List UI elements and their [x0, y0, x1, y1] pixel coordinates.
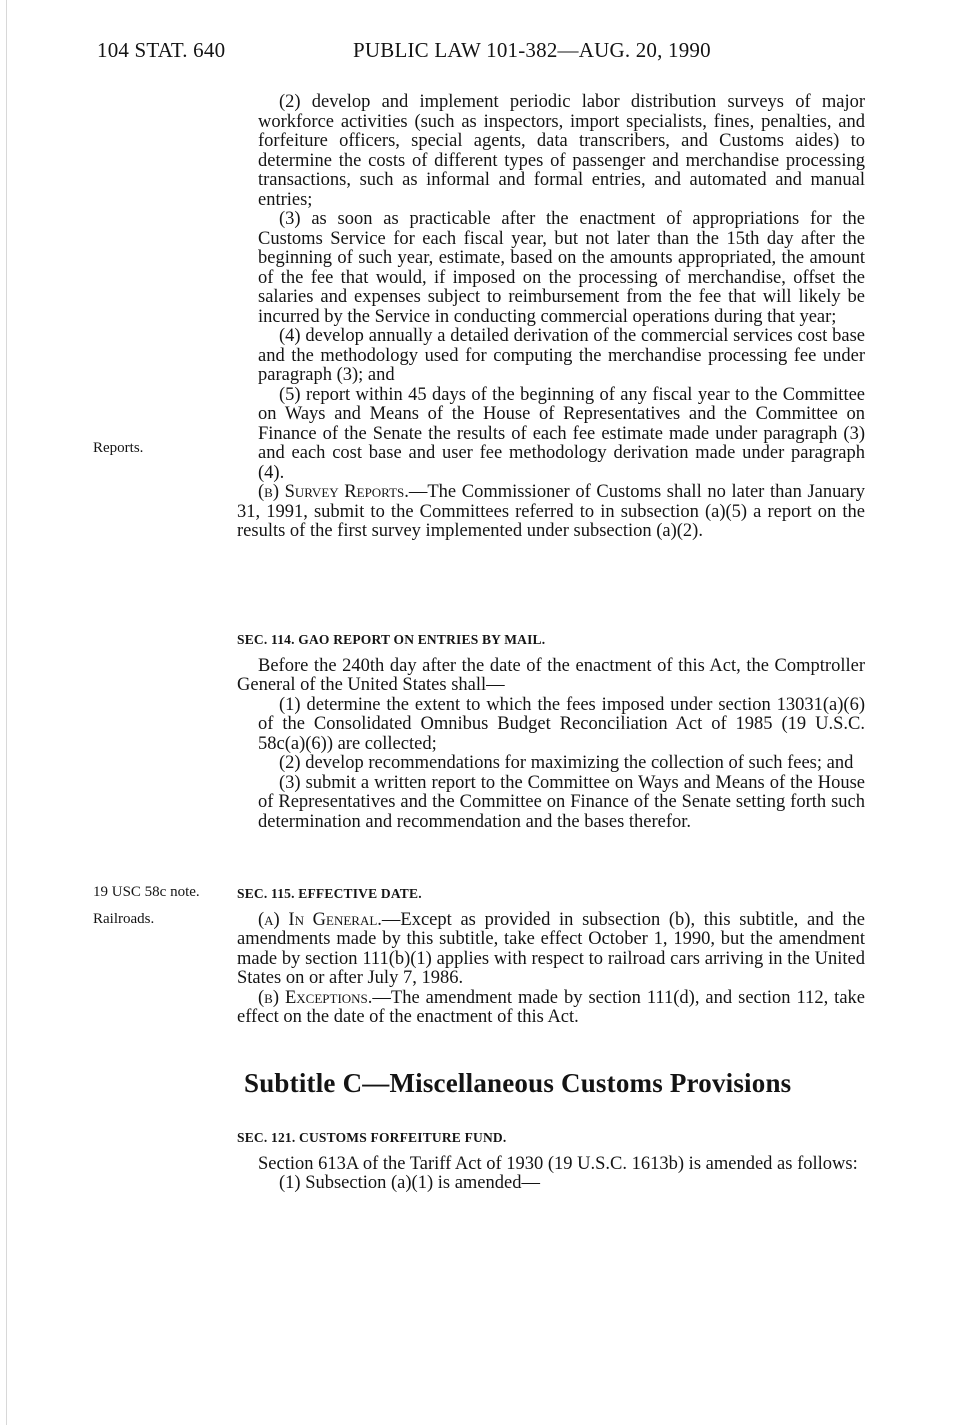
subsection-b: [237, 483, 865, 542]
section-114-intro: Before the 240th day after the date of the enactment of this Act, the Comptroller General of the United States shall—: [237, 655, 865, 695]
subsection-b-exceptions: [237, 989, 865, 1028]
scan-edge: [6, 0, 7, 1425]
section-113-continuation: [237, 93, 865, 542]
section-114-heading: SEC. 114. GAO REPORT ON ENTRIES BY MAIL.: [237, 632, 546, 647]
section-114-item: (2) develop recommendations for maximizing the collection of such fees; and: [279, 753, 854, 773]
margin-note-railroads: Railroads.: [93, 911, 155, 927]
section-114-item: (3) submit a written report to the Committee on Ways and Means of the House of Representatives and the Committee on Finance of the Senate setting forth such determination and recommendation and the bases therefor.: [258, 772, 865, 832]
subsection-a-text: —Except as provided in subsection (b), this subtitle, and the amendments made by this subtitle, take effect October 1, 1990, but the amendment made by section 111(b)(1) applies with respect to railroad cars arriving in the United States on or after July 7, 1986.: [237, 909, 866, 988]
page-reference: 104 STAT. 640: [97, 38, 226, 62]
paragraph-4: (4) develop annually a detailed derivation of the commercial services cost base and the methodology used for computing the merchandise processing fee under paragraph (3); and: [258, 326, 865, 385]
section-115-heading: SEC. 115. EFFECTIVE DATE.: [237, 886, 422, 901]
section-121: [237, 1128, 865, 1194]
paragraph-2: (2) develop and implement periodic labor distribution surveys of major workforce activities (such as inspectors, import specialists, fines, penalties, and forfeiture officers, special agents, data transcribers, and Customs aides) to determine the costs of different types of passenger and merchandise processing transactions, such as informal and formal entries, and automated and manual entries;: [258, 92, 865, 210]
subsection-a-label: (a) In General.: [258, 909, 382, 930]
margin-note-usc: 19 USC 58c note.: [93, 884, 200, 900]
subsection-b-label: (b) Survey Reports.: [258, 482, 409, 502]
paragraph-3: (3) as soon as practicable after the enactment of appropriations for the Customs Service for each fiscal year, but not later than the 15th day after the beginning of such year, estimate, based on the amounts appropriated, the amount of the fee that would, if imposed on the processing of merchandise, offset the salaries and expenses subject to reimbursement from the fee that will likely be incurred by the Service in conducting commercial operations during that year;: [258, 209, 865, 327]
subtitle-heading: Subtitle C—Miscellaneous Customs Provisions: [244, 1068, 792, 1098]
exceptions-text: —The amendment made by section 111(d), and section 112, take effect on the date of the enactment of this Act.: [237, 987, 865, 1027]
page-title: PUBLIC LAW 101-382—AUG. 20, 1990: [353, 38, 711, 62]
section-115: [237, 884, 865, 1028]
section-121-item-1: (1) Subsection (a)(1) is amended—: [279, 1173, 540, 1193]
section-114: [237, 630, 865, 832]
paragraph-5: (5) report within 45 days of the beginning of any fiscal year to the Committee on Ways and Means of the House of Representatives and the Committee on Finance of the Senate the results of each fee estimate made under paragraph (3) and each cost base and user fee methodology derivation made under paragraph (4).: [258, 384, 865, 483]
section-121-heading: SEC. 121. CUSTOMS FORFEITURE FUND.: [237, 1130, 507, 1145]
margin-note-reports: Reports.: [93, 440, 144, 456]
subsection-a: [237, 911, 865, 989]
section-114-item: (1) determine the extent to which the fees imposed under section 13031(a)(6) of the Consolidated Omnibus Budget Reconciliation Act of 1985 (19 U.S.C. 58c(a)(6)) are collected;: [258, 694, 865, 754]
section-121-intro: Section 613A of the Tariff Act of 1930 (19 U.S.C. 1613b) is amended as follows:: [258, 1153, 858, 1174]
exceptions-label: (b) Exceptions.: [258, 987, 373, 1008]
subsection-b-text: —The Commissioner of Customs shall no later than January 31, 1991, submit to the Committees referred to in subsection (a)(5) a report on the results of the first survey implemented under subsection (a)(2).: [237, 482, 865, 541]
